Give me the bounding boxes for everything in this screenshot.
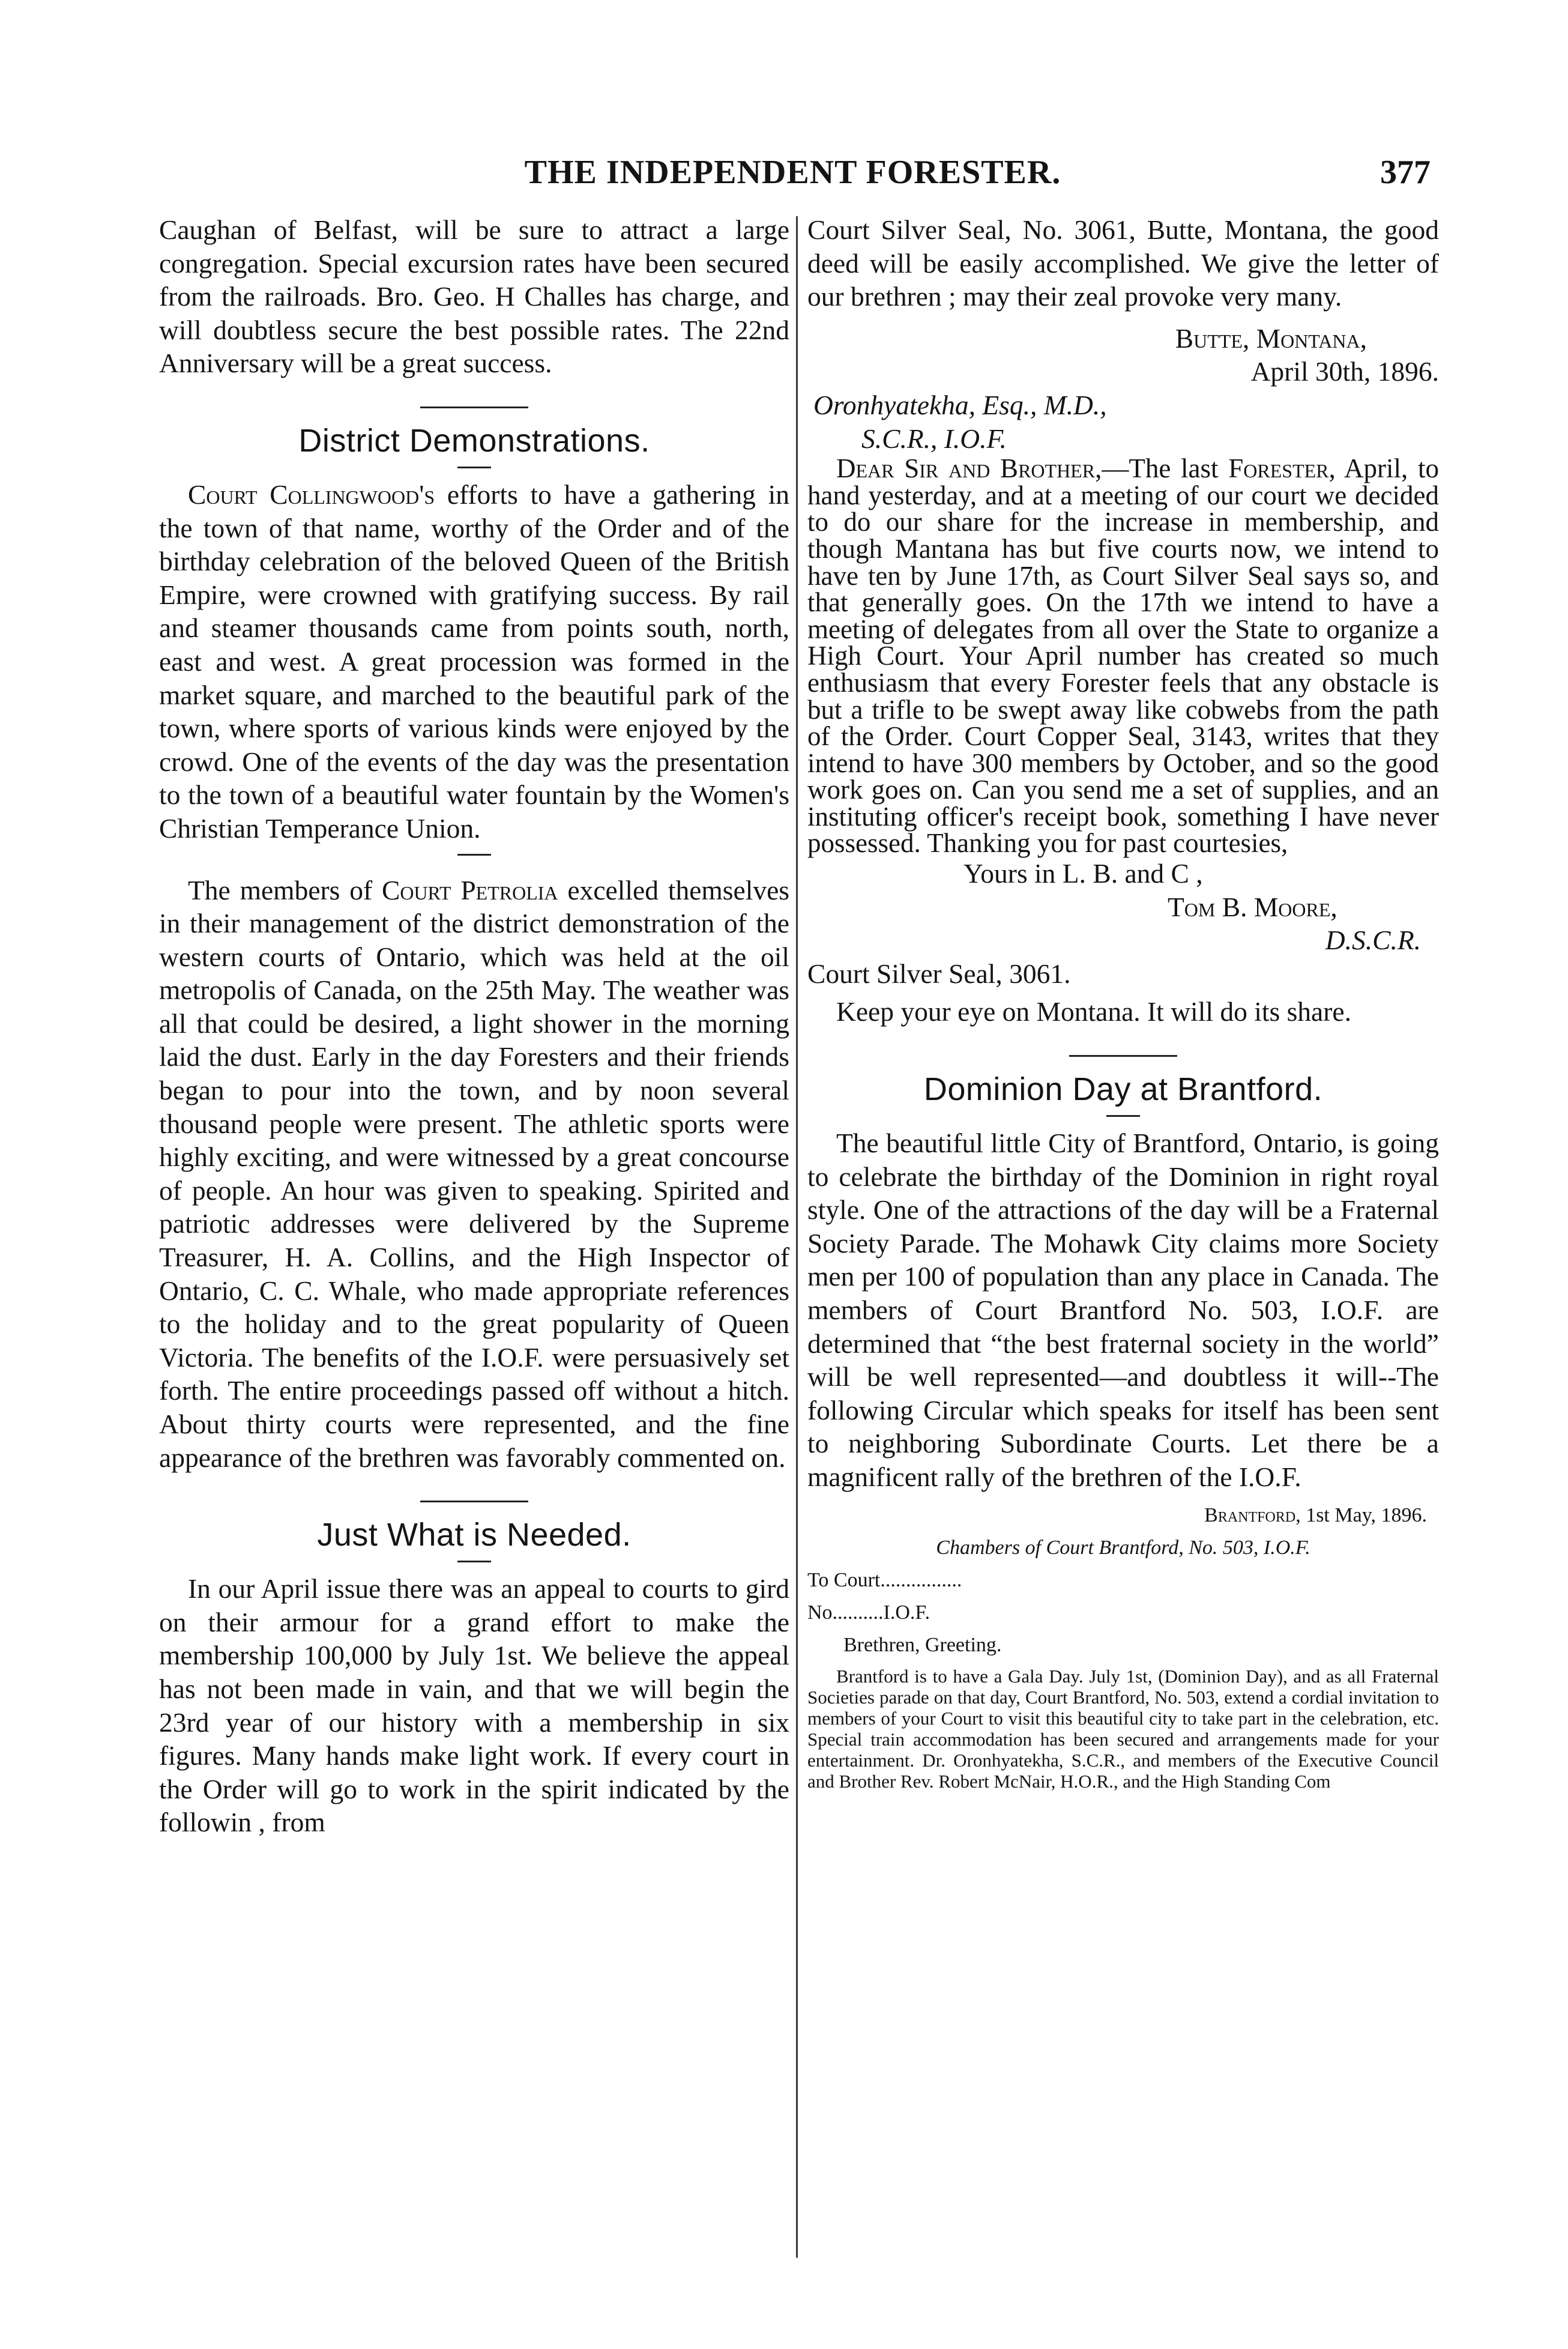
section-heading-just-what-is-needed: Just What is Needed. [317,1517,632,1553]
page-header [155,153,1431,195]
letter-signer-court: Court Silver Seal, 3061. [807,958,1071,989]
circular-number: No..........I.O.F. [807,1601,930,1624]
paragraph-silver-seal: Court Silver Seal, No. 3061, Butte, Montana, the good deed will be easily accomplished. We give the letter of our brethren ; may their zeal provoke very many. [807,214,1439,312]
paragraph-montana: Keep your eye on Montana. It will do its share. [836,996,1351,1027]
section-heading-dominion-day: Dominion Day at Brantford. [923,1071,1323,1108]
letter-signer: Tom B. Moore, [1168,891,1337,922]
letter-addressee: Oronhyatekha, Esq., M.D., [813,389,1107,420]
letter-date: April 30th, 1896. [1250,356,1439,387]
circular-greeting: Brethren, Greeting. [843,1633,1002,1656]
court-name: Court Petrolia [381,874,558,905]
letter-signer-title: D.S.C.R. [1325,925,1421,956]
right-column [807,213,1439,2325]
circular-body: Brantford is to have a Gala Day. July 1st, (Dominion Day), and as all Fraternal Societies parade on that day, Court Brantford, No. 503, extend a cordial invitation to members of your Court to visit this beautiful city to take part in the celebration, etc. Special train accommodation has been secured and arrangements made for your entertainment. Dr. Oronhyatekha, S.C.R., and members of the Executive Council and Brother Rev. Robert McNair, H.O.R., and the High Standing Com [807,1665,1439,1792]
left-column [159,213,789,2325]
circular-dateline: Brantford, 1st May, 1896. [1204,1504,1427,1526]
letter-closing: Yours in L. B. and C , [963,858,1203,889]
heading-rule [457,1561,491,1562]
salutation: Dear Sir and Brother, [836,453,1102,484]
heading-rule [457,467,491,468]
ornament-divider [807,1042,1439,1066]
column-divider [796,216,798,2258]
paragraph-rule [457,854,491,856]
circular-chambers: Chambers of Court Brantford, No. 503, I.O.F. [936,1536,1310,1559]
paragraph-brantford: The beautiful little City of Brantford, Ontario, is going to celebrate the birthday of the Dominion in right royal style. One of the attractions of the day will be a Fraternal Society Parade. The Mohawk City claims more Society men per 100 of population than any place in Canada. The members of Court Brantford No. 503, I.O.F. are determined that “the best fraternal society in the world” will be well represented—and doubtless it will--The following Circular which speaks for itself has been sent to neighboring Subordinate Courts. Let there be a magnificent rally of the brethren of the I.O.F. [807,1128,1439,1492]
paragraph-petrolia: The members of Court Petrolia excelled themselves in their management of the district demonstration of the western courts of Ontario, which was held at the oil metropolis of Canada, on the 25th May. The weather was all that could be desired, a light shower in the morning laid the dust. Early in the day Foresters and their friends began to pour into the town, and by noon several thousand people were present. The athletic sports were highly exciting, and were witnessed by a great concourse of people. An hour was given to speaking. Spirited and patriotic addresses were delivered by the Supreme Treasurer, H. A. Collins, and the High Inspector of Ontario, C. C. Whale, who made appropriate references to the holiday and to the great popularity of Queen Victoria. The benefits of the I.O.F. were persuasively set forth. The entire proceedings passed off without a hitch. About thirty courts were represented, and the fine appearance of the brethren was favorably commented on. [159,874,789,1473]
continued-paragraph: Caughan of Belfast, will be sure to attract a large congregation. Special excursion rates have been secured from the railroads. Bro. Geo. H Challes has charge, and will doubtless secure the best possible rates. The 22nd Anniversary will be a great success. [159,214,789,379]
magazine-name: Forester [1228,453,1329,484]
circular-to-court: To Court................ [807,1568,962,1591]
heading-rule [1106,1115,1140,1117]
ornament-divider [159,393,789,417]
paragraph-april-appeal: In our April issue there was an appeal to courts to gird on their armour for a grand effort to make the membership 100,000 by July 1st. We believe the appeal has not been made in vain, and that we will begin the 23rd year of our history with a membership in six figures. Many hands make light work. If every court in the Order will go to work in the spirit indicated by the followin , from [159,1573,789,1838]
letter-place: Butte, Montana, [1175,322,1367,354]
running-title: THE INDEPENDENT FORESTER. [524,154,1061,191]
letter-addressee-title: S.C.R., I.O.F. [861,423,1007,454]
section-heading-district-demonstrations: District Demonstrations. [298,422,650,459]
paragraph-collingwood: Court Collingwood's efforts to have a gathering in the town of that name, worthy of the Order and of the birthday celebration of the beloved Queen of the British Empire, were crowned with gratifying success. By rail and steamer thousands came from points south, north, east and west. A great procession was formed in the market square, and marched to the beautiful park of the town, where sports of various kinds were enjoyed by the crowd. One of the events of the day was the presentation to the town of a beautiful water fountain by the Women's Christian Temperance Union. [159,479,789,844]
court-name: Court Collingwood's [188,479,435,510]
page-number: 377 [1380,154,1431,191]
ornament-divider [159,1487,789,1511]
letter-body: Dear Sir and Brother,—The last Forester, April, to hand yesterday, and at a meeting of our court we decided to do our share for the increase in membership, and though Mantana has but five courts now, we intend to have ten by June 17th, as Court Silver Seal says so, and that generally goes. On the 17th we intend to have a meeting of delegates from all over the State to organize a High Court. Your April number has created so much enthusiasm that every Forester feels that any obstacle is but a trifle to be swept away like cobwebs from the path of the Order. Court Copper Seal, 3143, writes that they intend to have 300 members by October, and so the good work goes on. Can you send me a set of supplies, and an instituting officer's receipt book, something I have never possessed. Thanking you for past courtesies, [807,453,1439,859]
